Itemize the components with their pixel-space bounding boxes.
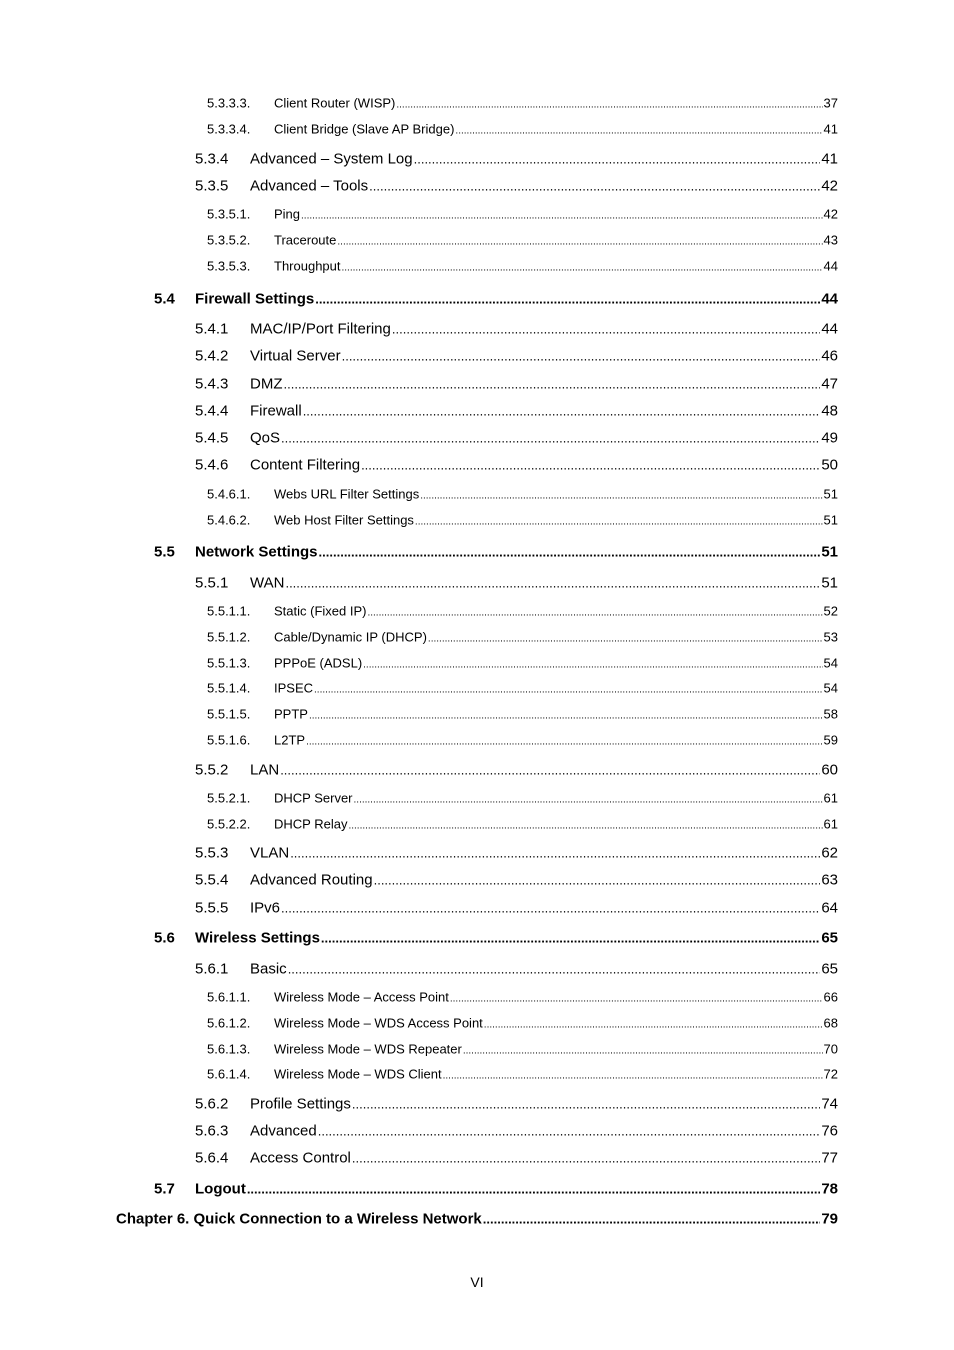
toc-entry-page-number: 65 bbox=[821, 929, 838, 947]
toc-entry-page-number: 44 bbox=[823, 258, 838, 274]
dot-leader bbox=[414, 152, 821, 167]
toc-entry-title: PPPoE (ADSL) bbox=[274, 655, 363, 671]
toc-entry[interactable] bbox=[195, 900, 838, 917]
dot-leader bbox=[342, 349, 821, 364]
toc-entry[interactable] bbox=[207, 207, 838, 222]
dot-leader bbox=[315, 292, 820, 307]
toc-entry-page-number: 48 bbox=[821, 402, 838, 420]
toc-entry-number: 5.3.5.3. bbox=[207, 258, 251, 274]
toc-entry-number: 5.5.2.1. bbox=[207, 790, 251, 806]
toc-entry-number: 5.3.3.3. bbox=[207, 95, 251, 111]
toc-entry-title: Firewall bbox=[250, 402, 302, 420]
dot-leader bbox=[420, 491, 822, 502]
toc-entry-page-number: 76 bbox=[821, 1122, 838, 1140]
toc-entry-title: PPTP bbox=[274, 706, 308, 722]
toc-entry-title: Webs URL Filter Settings bbox=[274, 486, 420, 502]
toc-entry-page-number: 60 bbox=[821, 761, 838, 779]
dot-leader bbox=[428, 634, 823, 645]
toc-entry[interactable] bbox=[195, 961, 838, 978]
toc-entry-title: Advanced bbox=[250, 1122, 317, 1140]
toc-entry-number: 5.4.2 bbox=[195, 347, 229, 365]
toc-entry-number: 5.4.4 bbox=[195, 402, 229, 420]
dot-leader bbox=[374, 873, 821, 888]
toc-entry[interactable] bbox=[207, 233, 838, 248]
toc-entry-title: IPSEC bbox=[274, 680, 314, 696]
toc-entry-number: 5.3.5 bbox=[195, 177, 229, 195]
toc-entry-page-number: 51 bbox=[823, 486, 838, 502]
toc-entry-title: Wireless Mode – WDS Repeater bbox=[274, 1041, 462, 1057]
toc-entry-number: 5.5.4 bbox=[195, 871, 229, 889]
toc-entry-title: Network Settings bbox=[195, 543, 318, 561]
toc-entry-title: Basic bbox=[250, 960, 287, 978]
toc-entry-page-number: 58 bbox=[823, 706, 838, 722]
toc-entry-page-number: 51 bbox=[821, 543, 838, 561]
toc-entry-number: 5.6.3 bbox=[195, 1122, 229, 1140]
toc-entry-title: DHCP Server bbox=[274, 790, 353, 806]
toc-entry-title: DMZ bbox=[250, 375, 283, 393]
toc-entry-page-number: 50 bbox=[821, 456, 838, 474]
dot-leader bbox=[367, 608, 822, 619]
toc-entry-title: Web Host Filter Settings bbox=[274, 512, 414, 528]
toc-entry-page-number: 72 bbox=[823, 1066, 838, 1082]
toc-entry-number: 5.5.1.4. bbox=[207, 680, 251, 696]
toc-entry[interactable] bbox=[207, 604, 838, 619]
page-number: VI bbox=[470, 1274, 484, 1290]
toc-entry-title: Advanced – System Log bbox=[250, 150, 413, 168]
toc-entry[interactable] bbox=[195, 430, 838, 447]
toc-entry-number: 5.5.1.2. bbox=[207, 629, 251, 645]
toc-entry[interactable] bbox=[195, 376, 838, 393]
toc-entry[interactable] bbox=[207, 122, 838, 137]
toc-entry-number: 5.6.1.4. bbox=[207, 1066, 251, 1082]
toc-entry-number: 5.5.2 bbox=[195, 761, 229, 779]
toc-entry-number: 5.5.1.1. bbox=[207, 603, 251, 619]
toc-entry-number: 5.4.6 bbox=[195, 456, 229, 474]
toc-entry-title: QoS bbox=[250, 429, 281, 447]
dot-leader bbox=[306, 737, 822, 748]
toc-entry-title: L2TP bbox=[274, 732, 306, 748]
dot-leader bbox=[321, 931, 820, 946]
toc-entry[interactable] bbox=[195, 872, 838, 889]
toc-entry-number: 5.6.2 bbox=[195, 1095, 229, 1113]
toc-entry-number: 5.4.3 bbox=[195, 375, 229, 393]
toc-entry-page-number: 44 bbox=[821, 320, 838, 338]
toc-entry-page-number: 47 bbox=[821, 375, 838, 393]
toc-entry[interactable] bbox=[207, 513, 838, 528]
dot-leader bbox=[450, 994, 823, 1005]
toc-entry-number: 5.5.1.5. bbox=[207, 706, 251, 722]
toc-entry-number: 5.4.5 bbox=[195, 429, 229, 447]
toc-entry-page-number: 52 bbox=[823, 603, 838, 619]
toc-entry-page-number: 77 bbox=[821, 1149, 838, 1167]
toc-entry[interactable] bbox=[195, 1150, 838, 1167]
toc-entry-number: 5.6 bbox=[154, 929, 175, 947]
dot-leader bbox=[280, 763, 820, 778]
toc-entry[interactable] bbox=[207, 259, 838, 274]
toc-entry-page-number: 54 bbox=[823, 680, 838, 696]
toc-entry-title: Wireless Mode – WDS Access Point bbox=[274, 1015, 483, 1031]
toc-entry-title: Client Bridge (Slave AP Bridge) bbox=[274, 121, 455, 137]
toc-entry-page-number: 51 bbox=[821, 574, 838, 592]
toc-entry-title: DHCP Relay bbox=[274, 816, 348, 832]
toc-entry-title: Client Router (WISP) bbox=[274, 95, 396, 111]
dot-leader bbox=[247, 1182, 821, 1197]
toc-entry-title: Cable/Dynamic IP (DHCP) bbox=[274, 629, 427, 645]
toc-entry[interactable] bbox=[195, 151, 838, 168]
dot-leader bbox=[281, 431, 820, 446]
dot-leader bbox=[303, 404, 821, 419]
toc-entry-page-number: 59 bbox=[823, 732, 838, 748]
toc-entry-page-number: 63 bbox=[821, 871, 838, 889]
toc-entry-number: 5.3.3.4. bbox=[207, 121, 251, 137]
dot-leader bbox=[361, 458, 820, 473]
toc-entry-title: Profile Settings bbox=[250, 1095, 351, 1113]
toc-entry-number: 5.4.6.2. bbox=[207, 512, 251, 528]
toc-entry-title: Throughput bbox=[274, 258, 341, 274]
dot-leader bbox=[318, 1124, 821, 1139]
toc-entry[interactable] bbox=[154, 1181, 838, 1198]
toc-entry-number: 5.4 bbox=[154, 290, 175, 308]
toc-entry-number: 5.5.1.6. bbox=[207, 732, 251, 748]
dot-leader bbox=[352, 1151, 820, 1166]
toc-entry[interactable] bbox=[116, 1211, 838, 1228]
toc-entry-title: Traceroute bbox=[274, 232, 337, 248]
toc-entry-page-number: 79 bbox=[821, 1210, 838, 1228]
toc-entry[interactable] bbox=[195, 1096, 838, 1113]
toc-entry-page-number: 61 bbox=[823, 816, 838, 832]
toc-entry-page-number: 65 bbox=[821, 960, 838, 978]
toc-entry-number: 5.5.2.2. bbox=[207, 816, 251, 832]
toc-entry-title: Access Control bbox=[250, 1149, 351, 1167]
toc-entry-title: LAN bbox=[250, 761, 280, 779]
toc-entry[interactable] bbox=[207, 1016, 838, 1031]
dot-leader bbox=[484, 1020, 823, 1031]
toc-entry-title: Chapter 6. Quick Connection to a Wireless Network bbox=[116, 1210, 482, 1228]
toc-entry[interactable] bbox=[195, 457, 838, 474]
dot-leader bbox=[284, 377, 821, 392]
toc-entry[interactable] bbox=[154, 930, 838, 947]
toc-entry-page-number: 61 bbox=[823, 790, 838, 806]
dot-leader bbox=[290, 846, 820, 861]
toc-entry[interactable] bbox=[207, 1042, 838, 1057]
toc-entry-number: 5.6.1.2. bbox=[207, 1015, 251, 1031]
toc-entry-number: 5.6.4 bbox=[195, 1149, 229, 1167]
toc-entry-title: WAN bbox=[250, 574, 285, 592]
toc-entry-number: 5.6.1 bbox=[195, 960, 229, 978]
toc-entry-number: 5.3.5.2. bbox=[207, 232, 251, 248]
dot-leader bbox=[285, 576, 820, 591]
toc-entry-title: Wireless Mode – Access Point bbox=[274, 989, 449, 1005]
toc-entry[interactable] bbox=[207, 487, 838, 502]
toc-entry[interactable] bbox=[195, 321, 838, 338]
toc-entry-page-number: 44 bbox=[821, 290, 838, 308]
toc-entry-number: 5.6.1.3. bbox=[207, 1041, 251, 1057]
dot-leader bbox=[483, 1212, 821, 1227]
toc-entry-page-number: 64 bbox=[821, 899, 838, 917]
toc-entry[interactable] bbox=[207, 1067, 838, 1082]
toc-entry-title: IPv6 bbox=[250, 899, 281, 917]
toc-entry-title: Logout bbox=[195, 1180, 246, 1198]
dot-leader bbox=[314, 685, 823, 696]
toc-entry-page-number: 49 bbox=[821, 429, 838, 447]
dot-leader bbox=[281, 901, 820, 916]
dot-leader bbox=[455, 126, 822, 137]
dot-leader bbox=[288, 962, 821, 977]
toc-entry-page-number: 41 bbox=[823, 121, 838, 137]
toc-entry[interactable] bbox=[207, 656, 838, 671]
dot-leader bbox=[337, 237, 822, 248]
toc-entry-page-number: 43 bbox=[823, 232, 838, 248]
toc-entry[interactable] bbox=[154, 291, 838, 308]
toc-entry[interactable] bbox=[195, 348, 838, 365]
toc-entry-title: Firewall Settings bbox=[195, 290, 315, 308]
toc-entry-number: 5.7 bbox=[154, 1180, 175, 1198]
toc-entry-title: Ping bbox=[274, 206, 301, 222]
toc-entry[interactable] bbox=[195, 403, 838, 420]
dot-leader bbox=[415, 517, 823, 528]
dot-leader bbox=[342, 263, 823, 274]
toc-entry[interactable] bbox=[195, 575, 838, 592]
toc-entry-page-number: 42 bbox=[821, 177, 838, 195]
toc-entry-number: 5.3.4 bbox=[195, 150, 229, 168]
toc-entry-page-number: 53 bbox=[823, 629, 838, 645]
toc-entry-title: Static (Fixed IP) bbox=[274, 603, 367, 619]
toc-entry-page-number: 54 bbox=[823, 655, 838, 671]
dot-leader bbox=[301, 211, 823, 222]
toc-entry-number: 5.5.5 bbox=[195, 899, 229, 917]
toc-entry-page-number: 51 bbox=[823, 512, 838, 528]
dot-leader bbox=[352, 1097, 820, 1112]
toc-entry[interactable] bbox=[207, 791, 838, 806]
toc-entry[interactable] bbox=[207, 630, 838, 645]
toc-entry-page-number: 78 bbox=[821, 1180, 838, 1198]
toc-entry-number: 5.5 bbox=[154, 543, 175, 561]
toc-entry-page-number: 41 bbox=[821, 150, 838, 168]
toc-entry-title: VLAN bbox=[250, 844, 290, 862]
toc-entry-number: 5.4.1 bbox=[195, 320, 229, 338]
toc-entry-number: 5.3.5.1. bbox=[207, 206, 251, 222]
toc-entry[interactable] bbox=[195, 845, 838, 862]
dot-leader bbox=[392, 322, 820, 337]
toc-entry-title: Wireless Settings bbox=[195, 929, 320, 947]
toc-entry[interactable] bbox=[195, 178, 838, 195]
toc-entry-page-number: 42 bbox=[823, 206, 838, 222]
toc-entry-number: 5.5.1.3. bbox=[207, 655, 251, 671]
dot-leader bbox=[348, 821, 822, 832]
toc-entry[interactable] bbox=[207, 96, 838, 111]
toc-entry-title: Virtual Server bbox=[250, 347, 341, 365]
toc-entry-title: Wireless Mode – WDS Client bbox=[274, 1066, 442, 1082]
toc-entry[interactable] bbox=[207, 681, 838, 696]
toc-entry[interactable] bbox=[195, 762, 838, 779]
dot-leader bbox=[363, 660, 822, 671]
dot-leader bbox=[319, 545, 821, 560]
toc-entry[interactable] bbox=[195, 1123, 838, 1140]
toc-entry-title: MAC/IP/Port Filtering bbox=[250, 320, 391, 338]
toc-entry-title: Advanced – Tools bbox=[250, 177, 369, 195]
toc-entry-page-number: 68 bbox=[823, 1015, 838, 1031]
toc-entry-page-number: 46 bbox=[821, 347, 838, 365]
toc-entry[interactable] bbox=[207, 707, 838, 722]
toc-entry-title: Advanced Routing bbox=[250, 871, 373, 889]
dot-leader bbox=[443, 1071, 823, 1082]
toc-entry[interactable] bbox=[207, 733, 838, 748]
toc-entry-number: 5.6.1.1. bbox=[207, 989, 251, 1005]
toc-entry-number: 5.5.3 bbox=[195, 844, 229, 862]
toc-entry[interactable] bbox=[207, 817, 838, 832]
toc-entry-number: 5.5.1 bbox=[195, 574, 229, 592]
toc-entry-title: Content Filtering bbox=[250, 456, 361, 474]
toc-entry[interactable] bbox=[207, 990, 838, 1005]
toc-entry-page-number: 66 bbox=[823, 989, 838, 1005]
toc-entry-page-number: 62 bbox=[821, 844, 838, 862]
toc-entry-page-number: 70 bbox=[823, 1041, 838, 1057]
dot-leader bbox=[463, 1046, 823, 1057]
dot-leader bbox=[369, 179, 820, 194]
dot-leader bbox=[354, 795, 823, 806]
toc-entry-page-number: 37 bbox=[823, 95, 838, 111]
dot-leader bbox=[396, 100, 822, 111]
toc-entry-number: 5.4.6.1. bbox=[207, 486, 251, 502]
toc-entry-page-number: 74 bbox=[821, 1095, 838, 1113]
toc-entry[interactable] bbox=[154, 544, 838, 561]
dot-leader bbox=[309, 711, 823, 722]
